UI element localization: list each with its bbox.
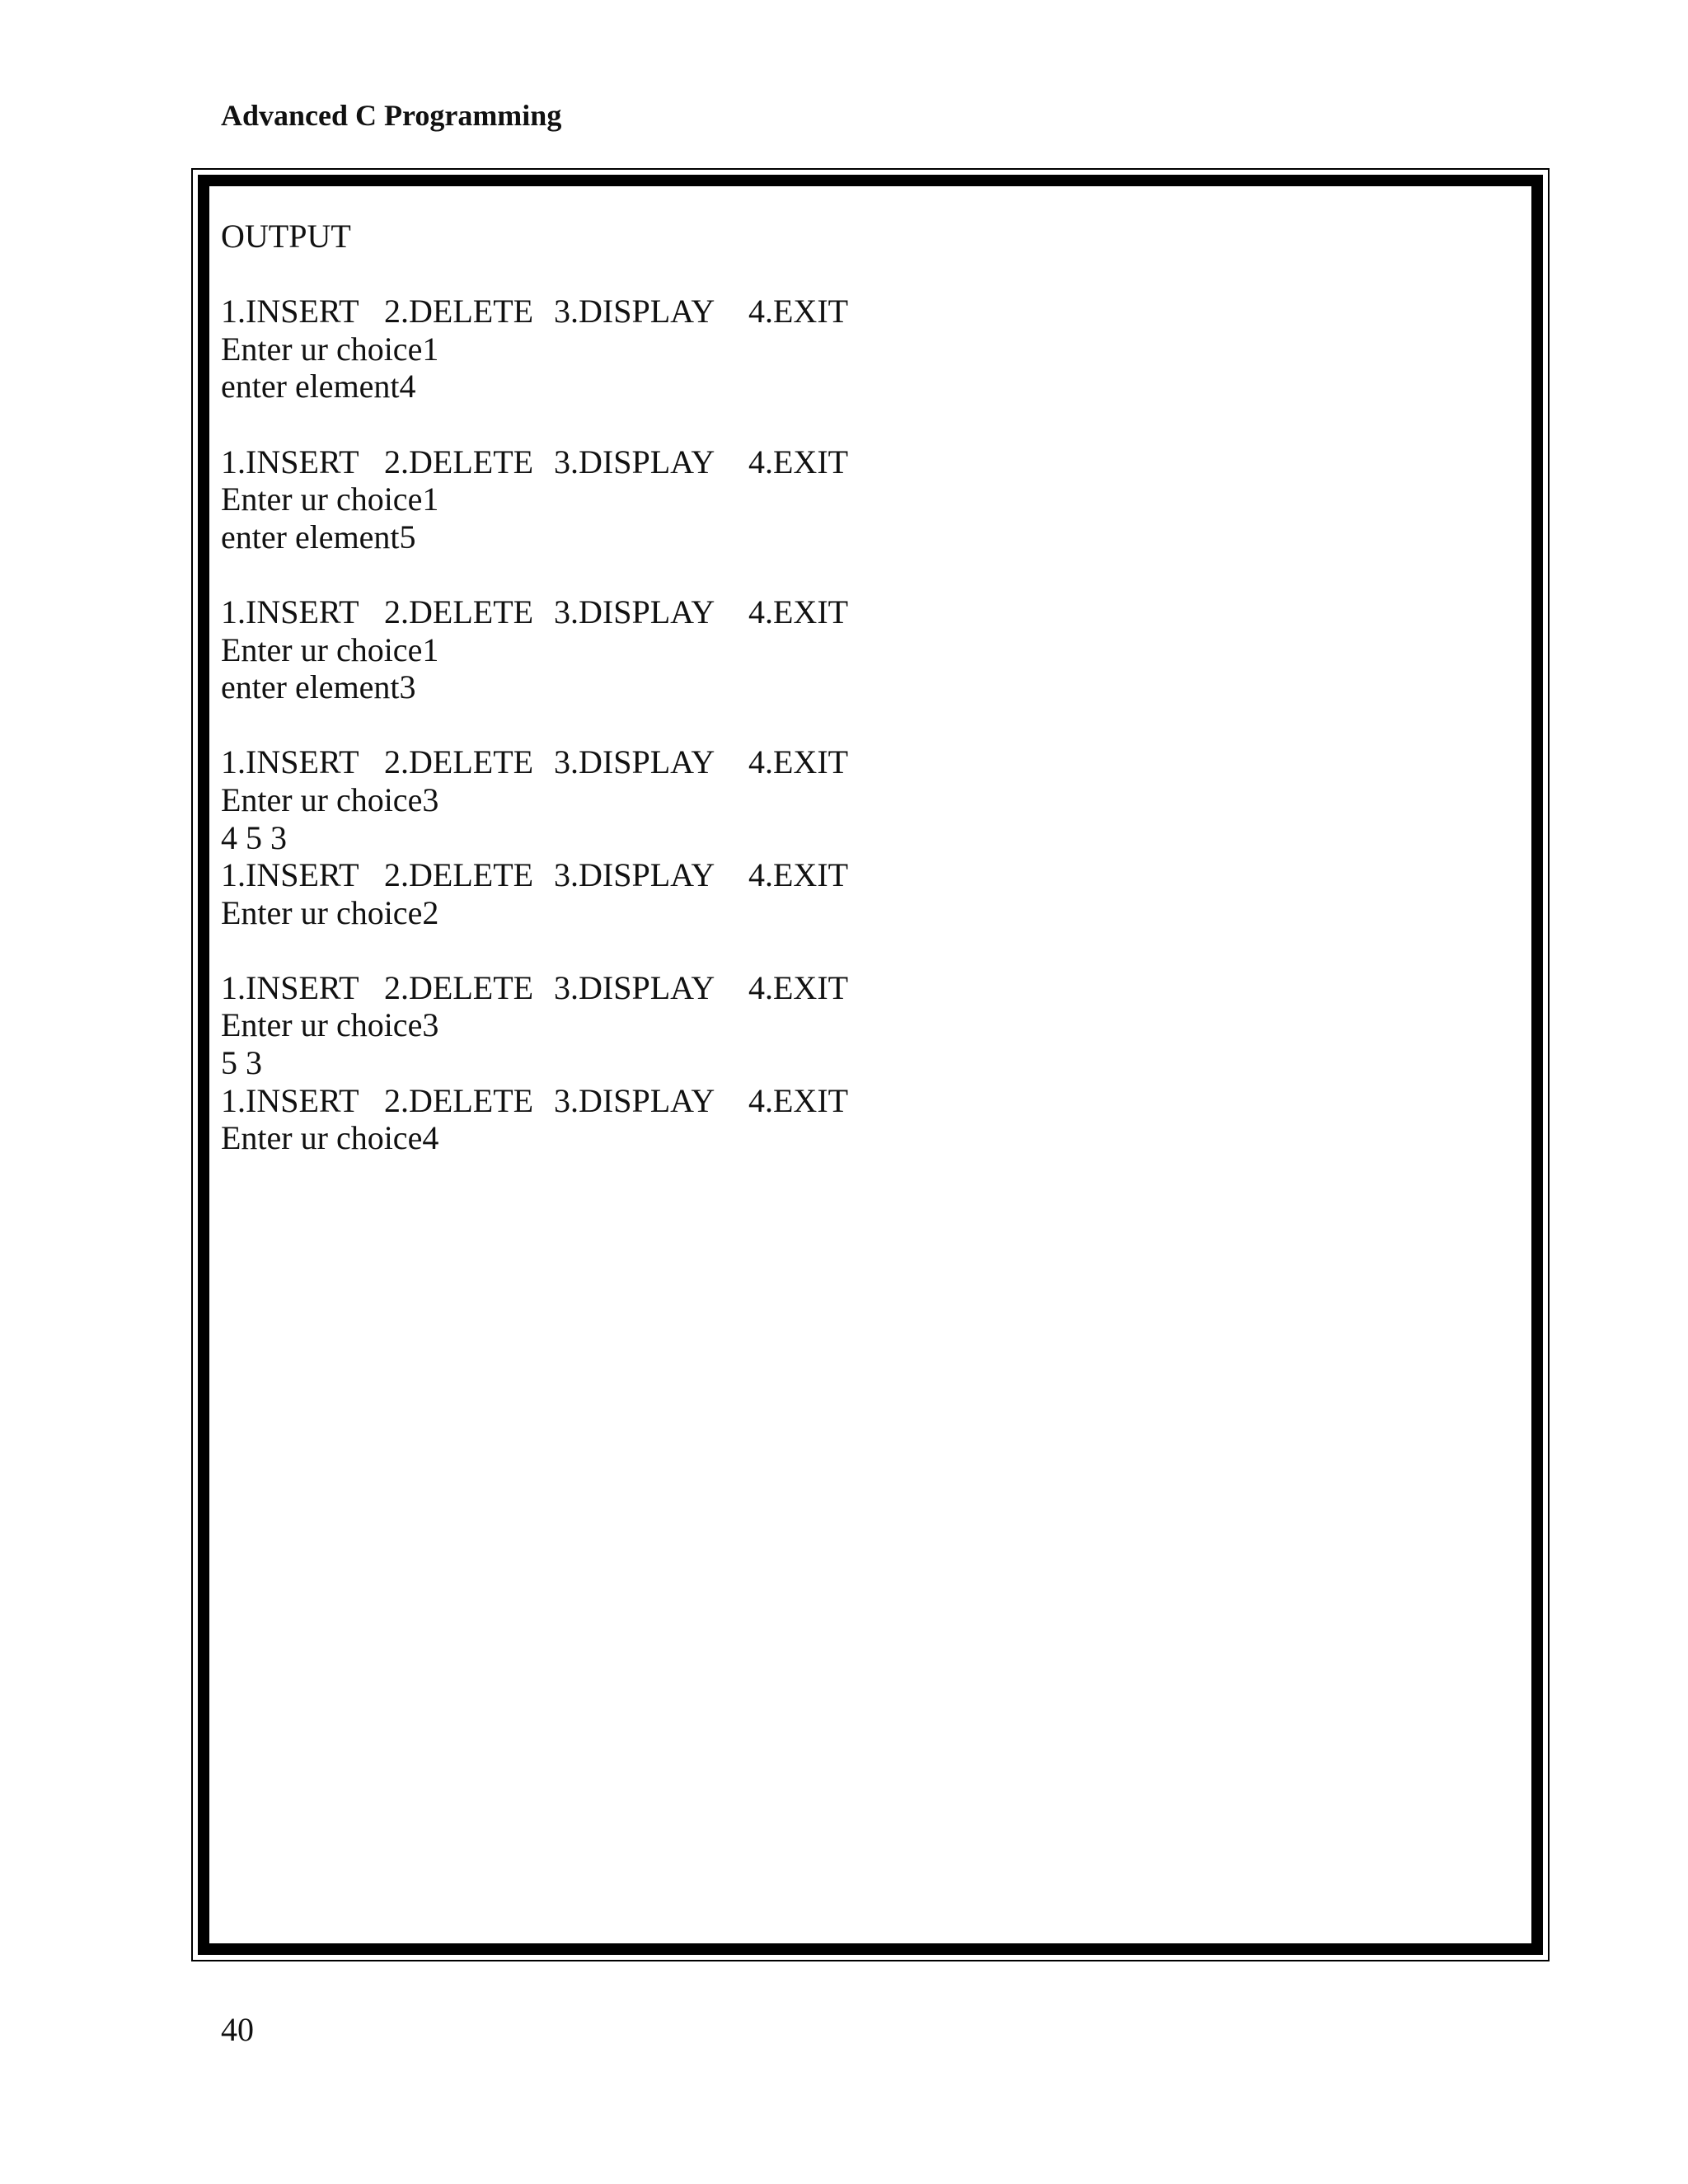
page-header-title: Advanced C Programming xyxy=(221,99,562,132)
menu-option: 3.DISPLAY xyxy=(554,593,715,630)
blank-line xyxy=(221,706,438,744)
menu-option: 1.INSERT xyxy=(221,293,359,330)
menu-option: 4.EXIT xyxy=(748,968,849,1006)
output-line: 5 3 xyxy=(221,1044,262,1082)
output-line: Enter ur choice1 xyxy=(221,480,439,518)
output-line: Enter ur choice3 xyxy=(221,780,439,818)
output-line: Enter ur choice2 xyxy=(221,893,439,931)
menu-option: 2.DELETE xyxy=(384,593,534,630)
menu-option: 3.DISPLAY xyxy=(554,293,715,330)
menu-line xyxy=(221,293,849,330)
output-line: Enter ur choice1 xyxy=(221,330,439,368)
menu-line xyxy=(221,593,849,631)
menu-option: 4.EXIT xyxy=(748,293,849,330)
menu-option: 3.DISPLAY xyxy=(554,968,715,1006)
page-number: 40 xyxy=(221,2011,254,2048)
menu-option: 4.EXIT xyxy=(748,743,849,781)
menu-option: 4.EXIT xyxy=(748,593,849,630)
menu-line xyxy=(221,443,849,481)
menu-option: 1.INSERT xyxy=(221,1081,359,1119)
menu-option: 1.INSERT xyxy=(221,593,359,630)
menu-line xyxy=(221,968,849,1007)
output-line: Enter ur choice4 xyxy=(221,1119,439,1157)
menu-option: 2.DELETE xyxy=(384,856,534,894)
output-line: 4 5 3 xyxy=(221,818,287,856)
menu-line xyxy=(221,856,849,894)
blank-line xyxy=(221,931,438,969)
output-line: enter element4 xyxy=(221,368,416,405)
menu-option: 3.DISPLAY xyxy=(554,443,715,480)
menu-option: 2.DELETE xyxy=(384,968,534,1006)
menu-option: 1.INSERT xyxy=(221,968,359,1006)
output-line: enter element5 xyxy=(221,518,416,555)
output-line: Enter ur choice1 xyxy=(221,630,439,668)
menu-option: 2.DELETE xyxy=(384,293,534,330)
menu-option: 2.DELETE xyxy=(384,1081,534,1119)
menu-option: 1.INSERT xyxy=(221,856,359,894)
output-line: enter element3 xyxy=(221,668,416,706)
menu-option: 1.INSERT xyxy=(221,443,359,480)
program-output xyxy=(221,218,849,1157)
blank-line xyxy=(221,555,438,593)
menu-line xyxy=(221,1081,849,1120)
menu-option: 4.EXIT xyxy=(748,443,849,480)
menu-option: 1.INSERT xyxy=(221,743,359,781)
output-line: Enter ur choice3 xyxy=(221,1006,439,1044)
menu-option: 2.DELETE xyxy=(384,743,534,781)
menu-option: 4.EXIT xyxy=(748,1081,849,1119)
menu-option: 4.EXIT xyxy=(748,856,849,894)
menu-option: 3.DISPLAY xyxy=(554,1081,715,1119)
blank-line xyxy=(221,405,438,443)
menu-option: 3.DISPLAY xyxy=(554,856,715,894)
blank-line xyxy=(221,255,438,293)
menu-option: 2.DELETE xyxy=(384,443,534,480)
menu-option: 3.DISPLAY xyxy=(554,743,715,781)
menu-line xyxy=(221,743,849,781)
output-heading: OUTPUT xyxy=(221,218,351,255)
